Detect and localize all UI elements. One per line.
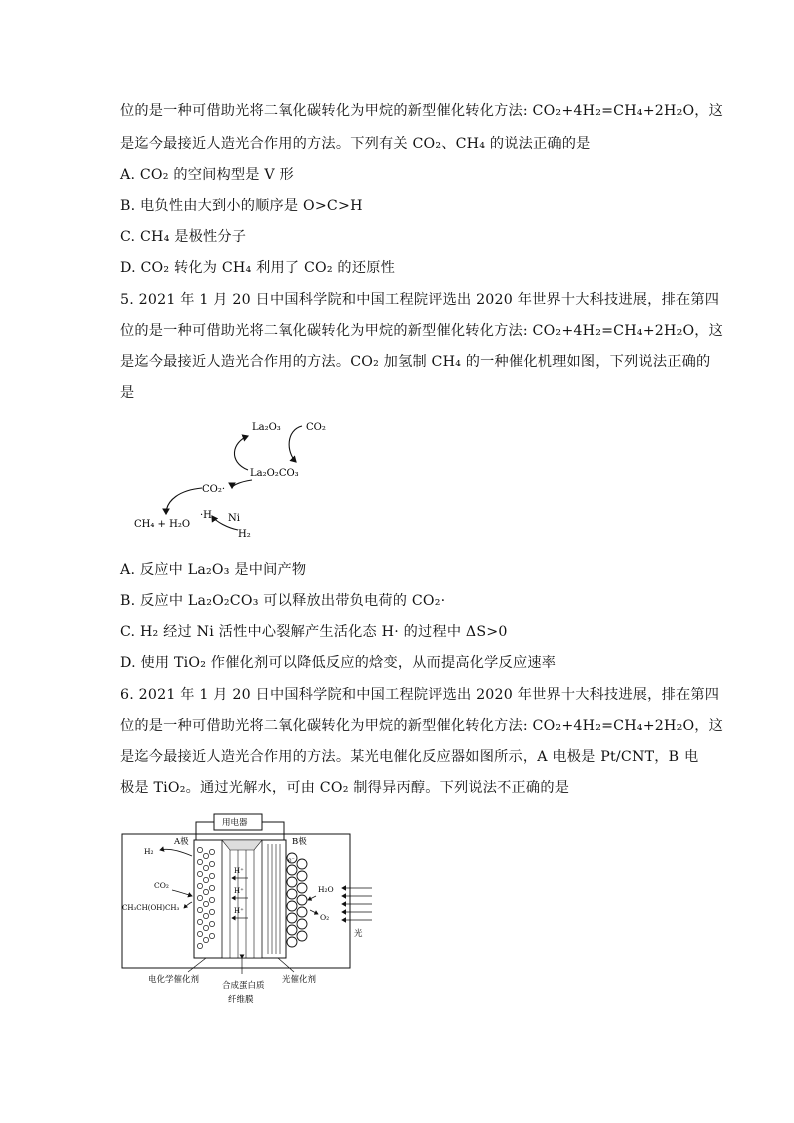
q6-electron-label: e⁻	[288, 857, 295, 864]
q6-stem-line1: 6. 2021 年 1 月 20 日中国科学院和中国工程院评选出 2020 年世界十大科技进展，排在第四	[120, 687, 720, 703]
q6-h2o-label: H₂O	[318, 885, 334, 894]
q4-option-a: A. CO₂ 的空间构型是 V 形	[120, 167, 294, 183]
q4-stem-line1: 位的是一种可借助光将二氧化碳转化为甲烷的新型催化转化方法: CO₂+4H₂=CH₄+2H₂O，这	[120, 103, 724, 119]
q5-label-h2: H₂	[238, 529, 251, 540]
q5-arrow-products	[166, 488, 202, 514]
q6-appliance-label: 用电器	[222, 818, 248, 828]
q5-arrow-co2-in	[289, 426, 302, 462]
q6-membrane-label-2: 纤维膜	[228, 995, 254, 1005]
q5-label-la2o3: La₂O₃	[252, 422, 281, 433]
q5-option-a: A. 反应中 La₂O₃ 是中间产物	[120, 562, 307, 578]
q6-electrode-a-label: A极	[174, 837, 189, 847]
q6-co2-label: CO₂	[154, 881, 169, 890]
q6-reactor-diagram	[118, 810, 388, 1010]
q6-electrode-assembly	[194, 840, 286, 958]
q6-o2-label: O₂	[320, 913, 330, 922]
q4-option-c: C. CH₄ 是极性分子	[120, 229, 247, 245]
q5-stem-line3: 是迄今最接近人造光合作用的方法。CO₂ 加氢制 CH₄ 的一种催化机理如图，下列说法正确的	[120, 354, 711, 370]
q5-label-co2: CO₂	[306, 422, 326, 433]
q6-membrane-label-1: 合成蛋白质	[222, 981, 265, 991]
q6-electrode-b-label: B极	[292, 837, 307, 847]
q5-stem-line2: 位的是一种可借助光将二氧化碳转化为甲烷的新型催化转化方法: CO₂+4H₂=CH₄+2H₂O，这	[120, 323, 724, 339]
q6-photocatalyst-tubes	[287, 853, 307, 947]
q5-option-d: D. 使用 TiO₂ 作催化剂可以降低反应的焓变，从而提高化学反应速率	[120, 655, 557, 671]
q5-stem-line1: 5. 2021 年 1 月 20 日中国科学院和中国工程院评选出 2020 年世界十大科技进展，排在第四	[120, 292, 720, 308]
q6-electrocatalyst-label: 电化学催化剂	[148, 975, 200, 985]
q6-light-arrows	[342, 888, 372, 920]
q6-isopropanol-label: CH₃CH(OH)CH₃	[122, 904, 180, 912]
q5-option-b: B. 反应中 La₂O₂CO₃ 可以释放出带负电荷的 CO₂·	[120, 593, 446, 609]
q5-stem-line4: 是	[120, 385, 135, 401]
q5-label-h-radical: ·H	[200, 510, 212, 521]
q6-proton-label-1: H⁺	[234, 867, 244, 875]
q5-label-products: CH₄ + H₂O	[134, 519, 191, 530]
q5-arrow-release	[232, 480, 252, 488]
q6-proton-label-2: H⁺	[234, 887, 244, 895]
q5-arrow-regenerate	[234, 436, 248, 470]
q6-wire-right	[262, 822, 284, 840]
q5-label-la2o2co3: La₂O₂CO₃	[250, 468, 299, 479]
q5-label-co2-radical: CO₂·	[202, 484, 226, 495]
q6-stem-line4: 极是 TiO₂。通过光解水，可由 CO₂ 制得异丙醇。下列说法不正确的是	[120, 780, 570, 796]
q5-label-ni: Ni	[228, 513, 240, 524]
q5-mechanism-diagram	[120, 412, 350, 542]
q6-stem-line2: 位的是一种可借助光将二氧化碳转化为甲烷的新型催化转化方法: CO₂+4H₂=CH₄+2H₂O，这	[120, 718, 724, 734]
q4-option-b: B. 电负性由大到小的顺序是 O>C>H	[120, 198, 363, 214]
q6-proton-label-3: H⁺	[234, 907, 244, 915]
q4-stem-line2: 是迄今最接近人造光合作用的方法。下列有关 CO₂、CH₄ 的说法正确的是	[120, 136, 591, 152]
q6-photocatalyst-label: 光催化剂	[282, 975, 317, 985]
q6-light-label: 光	[354, 929, 363, 939]
q4-option-d: D. CO₂ 转化为 CH₄ 利用了 CO₂ 的还原性	[120, 260, 395, 276]
q6-h2-label: H₂	[144, 847, 154, 856]
q6-stem-line3: 是迄今最接近人造光合作用的方法。某光电催化反应器如图所示，A 电极是 Pt/CNT，B 电	[120, 749, 699, 765]
q5-option-c: C. H₂ 经过 Ni 活性中心裂解产生活化态 H· 的过程中 ΔS>0	[120, 624, 508, 640]
q6-wire-left	[196, 822, 214, 840]
